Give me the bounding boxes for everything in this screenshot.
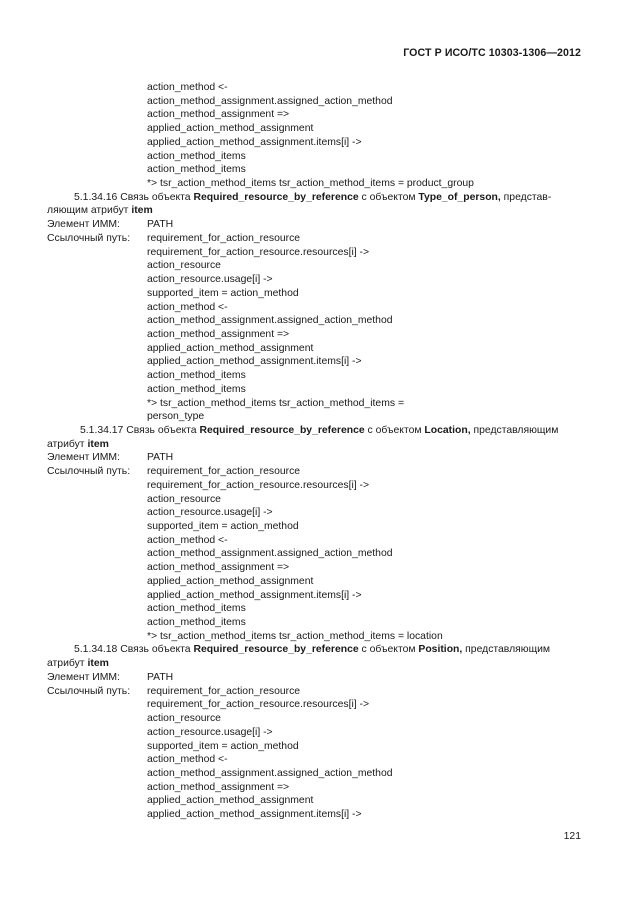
section-number: 5.1.34.17 <box>80 424 124 436</box>
path-line: requirement_for_action_resource.resources[i] -> <box>147 246 370 258</box>
path-line: action_resource.usage[i] -> <box>147 274 273 286</box>
section-text: атрибут <box>47 658 85 670</box>
entity-name: Required_resource_by_reference <box>199 424 365 436</box>
element-row <box>0 451 630 465</box>
attribute-name: item <box>87 658 109 670</box>
target-entity: Type_of_person, <box>418 191 501 203</box>
reference-path-row <box>0 232 630 246</box>
section-text: атрибут <box>47 438 85 450</box>
attribute-name: item <box>131 205 153 217</box>
entity-name: Required_resource_by_reference <box>193 644 359 656</box>
section-heading-continuation <box>0 657 630 671</box>
path-line: action_method_assignment => <box>147 109 290 121</box>
path-line: requirement_for_action_resource <box>147 232 301 244</box>
section-heading <box>0 424 630 438</box>
path-line: action_method <- <box>147 534 228 546</box>
path-line: action_method <- <box>147 301 228 313</box>
section-text: представляющим <box>473 424 559 436</box>
path-line: applied_action_method_assignment <box>147 342 314 354</box>
element-label: Элемент ИММ: <box>47 671 120 683</box>
path-line: action_method_items <box>147 603 246 615</box>
path-line: action_method_assignment.assigned_action_method <box>147 548 393 560</box>
path-line: action_method <- <box>147 82 228 93</box>
section-text: Связь объекта <box>126 424 197 436</box>
section-number: 5.1.34.18 <box>74 644 118 656</box>
element-row <box>0 671 630 685</box>
path-line: supported_item = action_method <box>147 521 299 532</box>
path-line: requirement_for_action_resource <box>147 685 301 697</box>
path-line: applied_action_method_assignment.items[i] -> <box>147 136 362 148</box>
target-entity: Position, <box>418 644 463 656</box>
path-line: requirement_for_action_resource.resources[i] -> <box>147 479 370 491</box>
path-line: applied_action_method_assignment <box>147 795 314 807</box>
section-text: с объектом <box>361 191 416 203</box>
section-text: с объектом <box>367 424 422 436</box>
path-line: action_method_assignment.assigned_action_method <box>147 767 393 779</box>
path-line: action_method <- <box>147 754 228 766</box>
page-content <box>0 81 630 822</box>
path-line: action_method_assignment => <box>147 781 290 793</box>
path-line: action_method_items <box>147 150 246 162</box>
element-label: Элемент ИММ: <box>47 452 120 464</box>
section-text: Связь объекта <box>120 644 191 656</box>
path-line: applied_action_method_assignment <box>147 575 314 587</box>
section-heading <box>0 191 630 205</box>
path-line: action_resource <box>147 713 221 725</box>
path-line: action_method_assignment => <box>147 328 290 340</box>
section-heading-continuation <box>0 204 630 218</box>
path-line: action_method_items <box>147 617 246 629</box>
path-line: person_type <box>147 411 205 423</box>
path-line: requirement_for_action_resource.resources[i] -> <box>147 699 370 711</box>
path-line: applied_action_method_assignment.items[i] -> <box>147 589 362 601</box>
page-number: 121 <box>563 831 581 842</box>
reference-path-label: Ссылочный путь: <box>47 232 131 244</box>
path-line: *> tsr_action_method_items tsr_action_method_items = location <box>147 630 443 642</box>
section-text: Связь объекта <box>120 191 191 203</box>
section-text: представляющим <box>465 644 551 656</box>
reference-path-label: Ссылочный путь: <box>47 466 131 478</box>
path-line: action_resource.usage[i] -> <box>147 726 273 738</box>
path-line: action_method_items <box>147 370 246 382</box>
section-heading <box>0 643 630 657</box>
path-line: action_resource <box>147 260 221 272</box>
path-line: action_method_items <box>147 383 246 395</box>
path-line: *> tsr_action_method_items tsr_action_method_items = <box>147 397 405 409</box>
path-line: requirement_for_action_resource <box>147 466 301 478</box>
path-line: action_method_items <box>147 164 246 176</box>
section-text: с объектом <box>361 644 416 656</box>
section-text: представ- <box>503 191 552 203</box>
attribute-name: item <box>87 438 109 450</box>
path-line: applied_action_method_assignment.items[i] -> <box>147 809 362 821</box>
document-header: ГОСТ Р ИСО/ТС 10303-1306—2012 <box>403 47 581 59</box>
target-entity: Location, <box>424 424 471 436</box>
reference-path-row <box>0 685 630 699</box>
path-line: action_method_assignment => <box>147 562 290 574</box>
element-value: PATH <box>147 452 174 464</box>
section-heading-continuation <box>0 438 630 452</box>
path-line: applied_action_method_assignment <box>147 123 314 135</box>
reference-path-row <box>0 465 630 479</box>
path-line: applied_action_method_assignment.items[i] -> <box>147 356 362 368</box>
reference-path-label: Ссылочный путь: <box>47 685 131 697</box>
entity-name: Required_resource_by_reference <box>193 191 359 203</box>
path-line: supported_item = action_method <box>147 287 299 299</box>
element-value: PATH <box>147 219 174 231</box>
path-line: supported_item = action_method <box>147 740 299 752</box>
path-line: *> tsr_action_method_items tsr_action_method_items = product_group <box>147 178 474 190</box>
section-text: ляющим атрибут <box>47 205 129 217</box>
element-row <box>0 218 630 232</box>
path-line: action_resource <box>147 493 221 505</box>
path-line: action_resource.usage[i] -> <box>147 507 273 519</box>
path-line: action_method_assignment.assigned_action_method <box>147 95 393 107</box>
element-value: PATH <box>147 671 174 683</box>
path-line: action_method_assignment.assigned_action_method <box>147 315 393 327</box>
element-label: Элемент ИММ: <box>47 219 120 231</box>
section-number: 5.1.34.16 <box>74 191 118 203</box>
